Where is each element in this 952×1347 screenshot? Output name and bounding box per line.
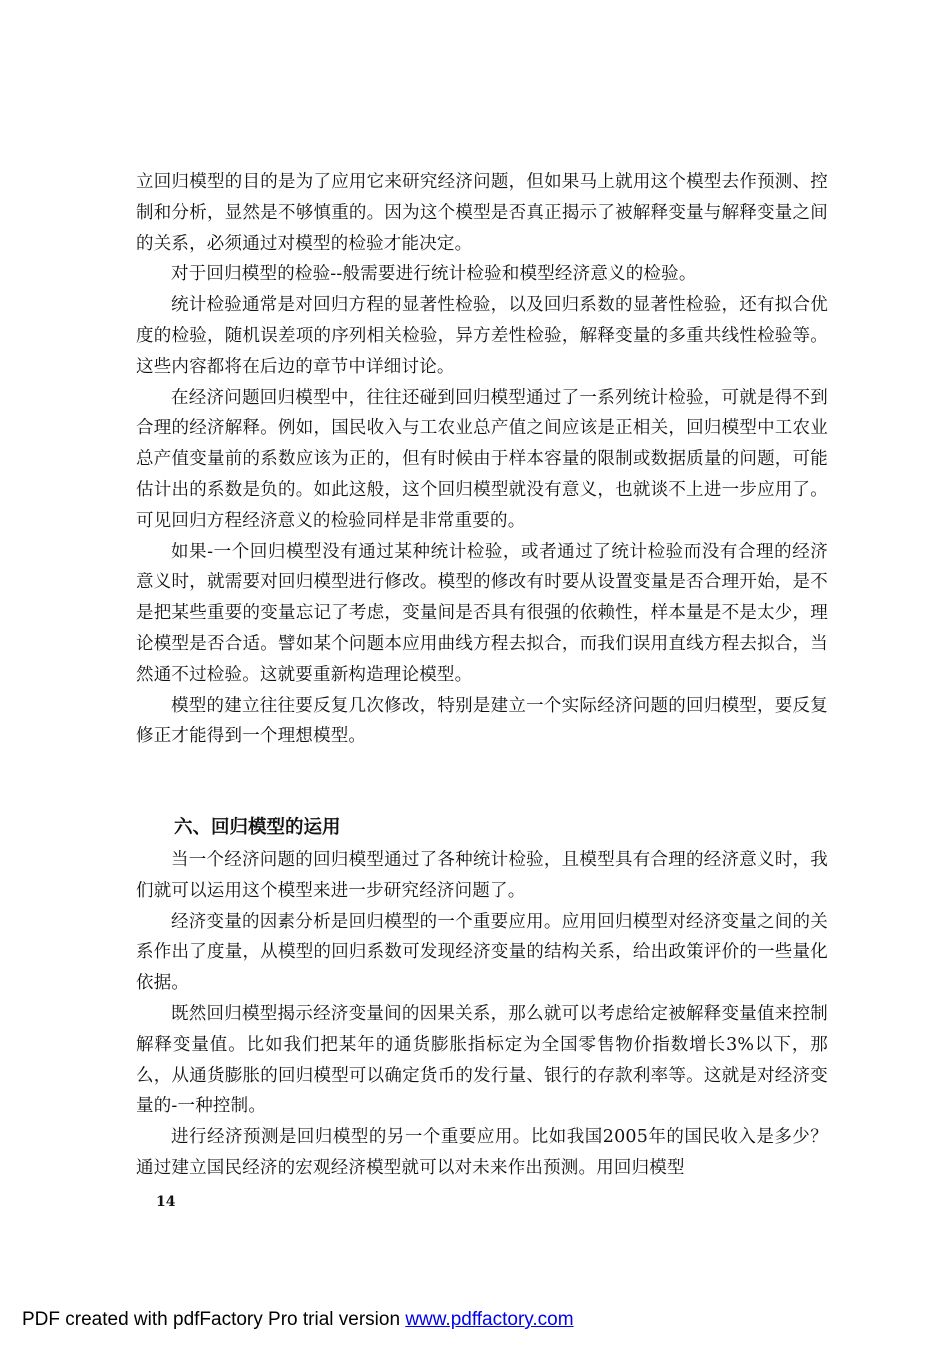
footer-link[interactable]: www.pdffactory.com bbox=[405, 1309, 574, 1330]
paragraph: 如果-一个回归模型没有通过某种统计检验，或者通过了统计检验而没有合理的经济意义时，就需要对回归模型进行修改。模型的修改有时要从设置变量是否合理开始，是不是把某些重要的变量忘记了考虑，变量间是否具有很强的依赖性，样本量是不是太少，理论模型是否合适。譬如某个问题本应用曲线方程去拟合，而我们误用直线方程去拟合，当然通不过检验。这就要重新构造理论模型。 bbox=[136, 541, 828, 685]
text-lower bbox=[136, 845, 828, 1184]
paragraph: 进行经济预测是回归模型的另一个重要应用。比如我国2005年的国民收入是多少？通过建立国民经济的宏观经济模型就可以对未来作出预测。用回归模型 bbox=[136, 1127, 828, 1178]
footer-text: PDF created with pdfFactory Pro trial version bbox=[22, 1309, 406, 1330]
paragraph: 对于回归模型的检验--般需要进行统计检验和模型经济意义的检验。 bbox=[171, 264, 697, 285]
pdf-footer bbox=[22, 1309, 574, 1331]
page-number: 14 bbox=[156, 1194, 176, 1210]
paragraph: 立回归模型的目的是为了应用它来研究经济问题，但如果马上就用这个模型去作预测、控制和分析，显然是不够慎重的。因为这个模型是否真正揭示了被解释变量与解释变量之间的关系，必须通过对模型的检验才能决定。 bbox=[136, 172, 828, 254]
section-heading: 六、回归模型的运用 bbox=[174, 817, 341, 838]
paragraph: 统计检验通常是对回归方程的显著性检验，以及回归系数的显著性检验，还有拟合优度的检验，随机误差项的序列相关检验，异方差性检验，解释变量的多重共线性检验等。这些内容都将在后边的章节中详细讨论。 bbox=[136, 295, 828, 377]
paragraph: 在经济问题回归模型中，往往还碰到回归模型通过了一系列统计检验，可就是得不到合理的经济解释。例如，国民收入与工农业总产值之间应该是正相关，回归模型中工农业总产值变量前的系数应该为正的，但有时候由于样本容量的限制或数据质量的问题，可能估计出的系数是负的。如此这般，这个回归模型就没有意义，也就谈不上进一步应用了。可见回归方程经济意义的检验同样是非常重要的。 bbox=[136, 387, 828, 531]
paragraph: 经济变量的因素分析是回归模型的一个重要应用。应用回归模型对经济变量之间的关系作出了度量，从模型的回归系数可发现经济变量的结构关系，给出政策评价的一些量化依据。 bbox=[136, 911, 828, 994]
text-upper bbox=[136, 167, 828, 752]
paragraph: 既然回归模型揭示经济变量间的因果关系，那么就可以考虑给定被解释变量值来控制解释变量值。比如我们把某年的通货膨胀指标定为全国零售物价指数增长3%以下，那么，从通货膨胀的回归模型可以确定货币的发行量、银行的存款利率等。这就是对经济变量的-一种控制。 bbox=[136, 1003, 828, 1117]
paragraph: 当一个经济问题的回归模型通过了各种统计检验，且模型具有合理的经济意义时，我们就可以运用这个模型来进一步研究经济问题了。 bbox=[136, 850, 828, 901]
paragraph: 模型的建立往往要反复几次修改，特别是建立一个实际经济问题的回归模型，要反复修正才能得到一个理想模型。 bbox=[136, 695, 828, 747]
